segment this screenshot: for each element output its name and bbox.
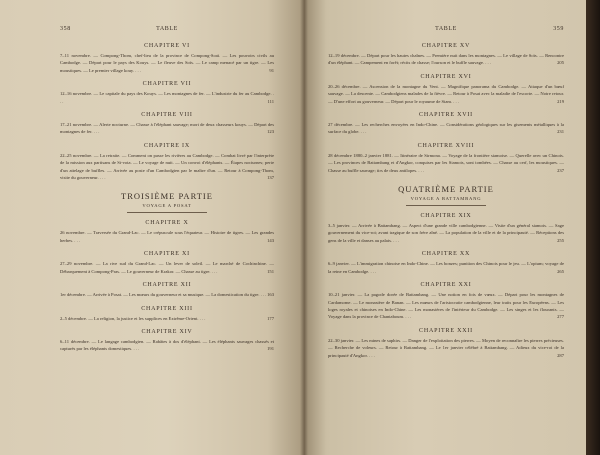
chapter-heading: CHAPITRE XVIII xyxy=(417,142,475,149)
right-page-number: 359 xyxy=(553,26,564,32)
part-divider xyxy=(127,212,207,213)
chapter-summary-text: 12–16 novembre. — Le capitale du pays des Kouys. — Les montagnes de fer. — L'industrie du fer au Cambodge. xyxy=(60,91,272,97)
chapter-page-number: 231 xyxy=(557,129,564,135)
chapter-page-number: 137 xyxy=(267,175,274,181)
chapter-summary: 2–5 décembre. — La religion, la justice et les supplices en Extrême-Orient. . . . 177 xyxy=(60,315,274,321)
left-running-head xyxy=(60,26,274,36)
chapter-summary-text: 12–19 décembre. — Départ pour les hautes chaînes. — Première nuit dans les montagnes. — Le village de Soïs. — Rencontre d'un éléphant. — Campement en forêt; récits de chasse; l'ourson et le buffle sauvage. xyxy=(328,53,564,66)
chapter-page-number: 205 xyxy=(557,60,564,66)
chapter-heading: CHAPITRE X xyxy=(145,220,189,227)
chapter-page-number: 219 xyxy=(557,98,564,104)
chapter-heading: CHAPITRE XI xyxy=(144,251,190,258)
chapter-summary-text: 27–29 novembre. — La rive sud du Grand-Lac. — Un lever de soleil. — Le marché de Cochinchine. — Débarquement à Compong-Pras. — Le gouverneur de Krakor. — Chasse au tigre. xyxy=(60,261,274,274)
chapter-page-number: 255 xyxy=(557,237,564,243)
chapter-summary: 6–11 décembre. — Le langage cambodgien. — Rabâtes à dos d'éléphant. — Les éléphants sauvages chassés et capturés par les éléphants domestiques. . . . 191 xyxy=(60,338,274,352)
right-part-chapter-list xyxy=(328,213,564,359)
chapter-heading: CHAPITRE XII xyxy=(142,282,192,289)
chapter-summary: 27–29 novembre. — La rive sud du Grand-Lac. — Un lever de soleil. — Le marché de Cochinchine. — Débarquement à Compong-Pras. — Le gouverneur de Krakor. — Chasse au tigre. . . . 151 xyxy=(60,261,274,274)
left-chapter-list xyxy=(60,43,274,181)
chapter-page-number: 111 xyxy=(267,98,274,104)
chapter-summary: 27 décembre. — Les recherches envoyées en Indo-Chine. — Considérations géologiques sur les gisements métalliques à la surface du globe. . . . 231 xyxy=(328,122,564,135)
chapter-page-number: 287 xyxy=(557,352,564,358)
left-running-title: TABLE xyxy=(156,26,178,32)
left-page-column xyxy=(60,0,274,353)
chapter-heading: CHAPITRE XVI xyxy=(420,73,472,80)
chapter-summary: 3–5 janvier. — Arrivée à Battambang. — Aspect d'une grande ville cambodgienne. — Visite d'un général siamois. — Sage gouvernement du vice-roi; avant tragique de son frère aîné. — La population de la ville et de la principauté. — Réceptions des gens de la ville et danses au palais. . . . 255 xyxy=(328,223,564,243)
left-part-title: TROISIÈME PARTIE xyxy=(121,191,213,202)
chapter-summary-text: 6–11 décembre. — Le langage cambodgien. — Rabâtes à dos d'éléphant. — Les éléphants sauvages chassés et capturés par les éléphants domestiques. xyxy=(60,338,274,352)
chapter-summary-text: 3–5 janvier. — Arrivée à Battambang. — Aspect d'une grande ville cambodgienne. — Visite d'un général siamois. — Sage gouvernement du vice-roi; avant tragique de son frère aîné. — La population de la ville et de la principauté. — Réceptions des gens de la ville et danses au palais. xyxy=(328,223,564,243)
chapter-summary-text: 27 décembre. — Les recherches envoyées en Indo-Chine. — Considérations géologiques sur les gisements métalliques à la surface du globe. xyxy=(328,122,564,135)
right-running-head xyxy=(328,26,564,36)
right-page xyxy=(304,0,586,455)
chapter-summary: 1er décembre. — Arrivée à Posat. — Les mœurs du gouverneur et sa musique. — La domestication du tigre. . . . 163 xyxy=(60,292,274,298)
chapter-summary: 22–30 janvier. — Les mines de saphirs. — Danger de l'exploitation des pierres. — Moyen de reconnaître les pierres précieuses. — Recherche de voleurs. — Retour à Battambang. — Le 1er janvier célébré à Battambang. — Adieux du vice-roi de la principauté d'Angkor. . . . 287 xyxy=(328,337,564,358)
chapter-page-number: 191 xyxy=(267,346,274,352)
book-cover-edge xyxy=(586,0,600,455)
right-part-subtitle: VOYAGE A BATTAMBANG xyxy=(410,196,482,202)
chapter-page-number: 163 xyxy=(267,292,274,298)
chapter-page-number: 177 xyxy=(267,315,274,321)
chapter-heading: CHAPITRE XX xyxy=(421,251,471,258)
chapter-heading: CHAPITRE XIX xyxy=(420,213,472,220)
chapter-heading: CHAPITRE XIV xyxy=(141,328,193,335)
chapter-heading: CHAPITRE IX xyxy=(144,142,190,149)
left-page-number: 358 xyxy=(60,26,71,32)
chapter-summary: 22–25 novembre. — La retraite. — Comment on passe les rivières au Cambodge. — Combat livré par l'interprète de la mission aux partisans de Si-vota. — Le voyage de nuit. — Un convoi d'éléphants. — Étapes nocturnes; perte d'un attelage de buffles. — Arrivée au poste d'un Cambodgien par le maître d'un. — Retour à Compong-Thom, visite du gouverneur. . . . 137 xyxy=(60,152,274,181)
chapter-heading: CHAPITRE VII xyxy=(142,81,192,88)
chapter-summary-text: 26 novembre. — Traversée du Grand-Lac. — Le crépuscule sous l'équateur. — Histoire de tigres. — Les grandes herbes. xyxy=(60,230,274,243)
chapter-page-number: 237 xyxy=(557,167,564,173)
chapter-summary-text: 6–9 janvier. — L'immigration chinoise en Indo-Chine. — Les bonzes; punition des Chinois pour le jeu. — L'opium; voyage de la reine en Cambodge. xyxy=(328,261,564,274)
chapter-heading: CHAPITRE XVII xyxy=(419,112,473,119)
chapter-summary-text: 20–26 décembre. — Ascension de la montagne du Vent. — Magnifique panorama du Cambodge. — Attaque d'un bœuf sauvage. — La descente. — Cambodgiens malades de la fièvre. — Retour à Posat avec la maladie de l'escorte. — Notre retour. — D'une effort au gouverneur. — Départ pour le royaume de Siam. xyxy=(328,83,564,104)
right-part-title: QUATRIÈME PARTIE xyxy=(398,184,494,195)
chapter-page-number: 151 xyxy=(267,268,274,274)
chapter-heading: CHAPITRE XV xyxy=(421,43,471,49)
chapter-summary: 12–19 décembre. — Départ pour les hautes chaînes. — Première nuit dans les montagnes. — Le village de Soïs. — Rencontre d'un éléphant. — Campement en forêt; récits de chasse; l'ourson et le buffle sauvage. . . . 205 xyxy=(328,53,564,66)
chapter-summary-text: 22–30 janvier. — Les mines de saphirs. — Danger de l'exploitation des pierres. — Moyen de reconnaître les pierres précieuses. — Recherche de voleurs. — Retour à Battambang. — Le 1er janvier célébré à Battambang. — Adieux du vice-roi de la principauté d'Angkor. xyxy=(328,337,564,358)
chapter-summary-text: 1er décembre. — Arrivée à Posat. — Les mœurs du gouverneur et sa musique. — La domestication du tigre. xyxy=(60,292,260,298)
chapter-page-number: 91 xyxy=(269,67,274,73)
chapter-page-number: 123 xyxy=(267,129,274,135)
chapter-summary-text: 2–5 décembre. — La religion, la justice et les supplices en Extrême-Orient. xyxy=(60,315,199,321)
chapter-summary-text: 7–11 novembre. — Compong-Thom, chef-lieu de la province de Compong-Soaï. — Les pouvoirs civils au Cambodge. — Départ pour le pays des Kouys. — Le fleuve des Soïs. — Le camp menacé par un tigre. — Les moustiques. — Le premier village kouy. xyxy=(60,53,274,73)
right-running-title: TABLE xyxy=(435,26,457,32)
chapter-summary-text: 28 décembre 1880–2 janvier 1881. — Itinéraire de Sirmona. — Voyage de la frontière siamoise. — Querelle avec un Chinois. — Les provinces de Battambang et d'Angkor, conquises par les Siamois, sont tombées. — Chasse au cerf, les moustiques. — Chasse au buffle sauvage; tirs de deux antilopes. xyxy=(328,152,564,173)
chapter-summary: 7–11 novembre. — Compong-Thom, chef-lieu de la province de Compong-Soaï. — Les pouvoirs civils au Cambodge. — Départ pour le pays des Kouys. — Le fleuve des Soïs. — Le camp menacé par un tigre. — Les moustiques. — Le premier village kouy. . . . 91 xyxy=(60,53,274,73)
chapter-heading: CHAPITRE XXII xyxy=(419,327,473,334)
chapter-summary-text: 10–21 janvier. — La pagode dorée de Battambang. — Une notion en fois de vœux. — Départ pour les montagnes de Cardamome. — Le monastère de Banan. — Les mœurs de l'aristocratie cambodgienne, leur traits pour les Européens. — Les loges royales et chinoises en Indo-Chine. — Les monastères de l'intérieur du Cambodge. — Les singes et les flourants. — Voyage dans la province de Chantaboum. xyxy=(328,292,564,320)
chapter-page-number: 277 xyxy=(557,314,564,320)
chapter-summary: 20–26 décembre. — Ascension de la montagne du Vent. — Magnifique panorama du Cambodge. — Attaque d'un bœuf sauvage. — La descente. — Cambodgiens malades de la fièvre. — Retour à Posat avec la maladie de l'escorte. — Notre retour. — D'une effort au gouverneur. — Départ pour le royaume de Siam. . . . 219 xyxy=(328,83,564,104)
chapter-summary: 12–16 novembre. — Le capitale du pays des Kouys. — Les montagnes de fer. — L'industrie du fer au Cambodge. . . . 111 xyxy=(60,91,274,104)
part-divider xyxy=(406,205,486,206)
chapter-page-number: 265 xyxy=(557,268,564,274)
chapter-summary-text: 22–25 novembre. — La retraite. — Comment on passe les rivières au Cambodge. — Combat livré par l'interprète de la mission aux partisans de Si-vota. — Le voyage de nuit. — Un convoi d'éléphants. — Étapes nocturnes; perte d'un attelage de buffles. — Arrivée au poste d'un Cambodgien par le maître d'un. — Retour à Compong-Thom, visite du gouverneur. xyxy=(60,152,274,181)
left-part-subtitle: VOYAGE A POSAT xyxy=(142,203,192,209)
left-part-chapter-list xyxy=(60,220,274,352)
chapter-summary: 26 novembre. — Traversée du Grand-Lac. — Le crépuscule sous l'équateur. — Histoire de tigres. — Les grandes herbes. . . . 143 xyxy=(60,230,274,243)
chapter-summary: 17–21 novembre. — Alerte nocturne. — Chasse à l'éléphant sauvage; mort de deux chasseurs kouys. — Départ des montagnes de fer. . . . 123 xyxy=(60,122,274,135)
right-page-column xyxy=(328,0,564,359)
chapter-heading: CHAPITRE VIII xyxy=(141,112,193,119)
book-gutter xyxy=(300,0,308,455)
chapter-summary: 28 décembre 1880–2 janvier 1881. — Itinéraire de Sirmona. — Voyage de la frontière siamoise. — Querelle avec un Chinois. — Les provinces de Battambang et d'Angkor, conquises par les Siamois, sont tombées. — Chasse au cerf, les moustiques. — Chasse au buffle sauvage; tirs de deux antilopes. . . . 237 xyxy=(328,152,564,173)
chapter-summary: 10–21 janvier. — La pagode dorée de Battambang. — Une notion en fois de vœux. — Départ pour les montagnes de Cardamome. — Le monastère de Banan. — Les mœurs de l'aristocratie cambodgienne, leur traits pour les Européens. — Les loges royales et chinoises en Indo-Chine. — Les monastères de l'intérieur du Cambodge. — Les singes et les flourants. — Voyage dans la province de Chantaboum. . . . 277 xyxy=(328,292,564,320)
chapter-heading: CHAPITRE XXI xyxy=(420,282,472,289)
right-chapter-list xyxy=(328,43,564,174)
chapter-summary: 6–9 janvier. — L'immigration chinoise en Indo-Chine. — Les bonzes; punition des Chinois pour le jeu. — L'opium; voyage de la reine en Cambodge. . . . 265 xyxy=(328,261,564,274)
chapter-page-number: 143 xyxy=(267,237,274,243)
chapter-heading: CHAPITRE VI xyxy=(144,43,190,49)
chapter-summary-text: 17–21 novembre. — Alerte nocturne. — Chasse à l'éléphant sauvage; mort de deux chasseurs kouys. — Départ des montagnes de fer. xyxy=(60,122,274,135)
chapter-heading: CHAPITRE XIII xyxy=(141,305,193,312)
